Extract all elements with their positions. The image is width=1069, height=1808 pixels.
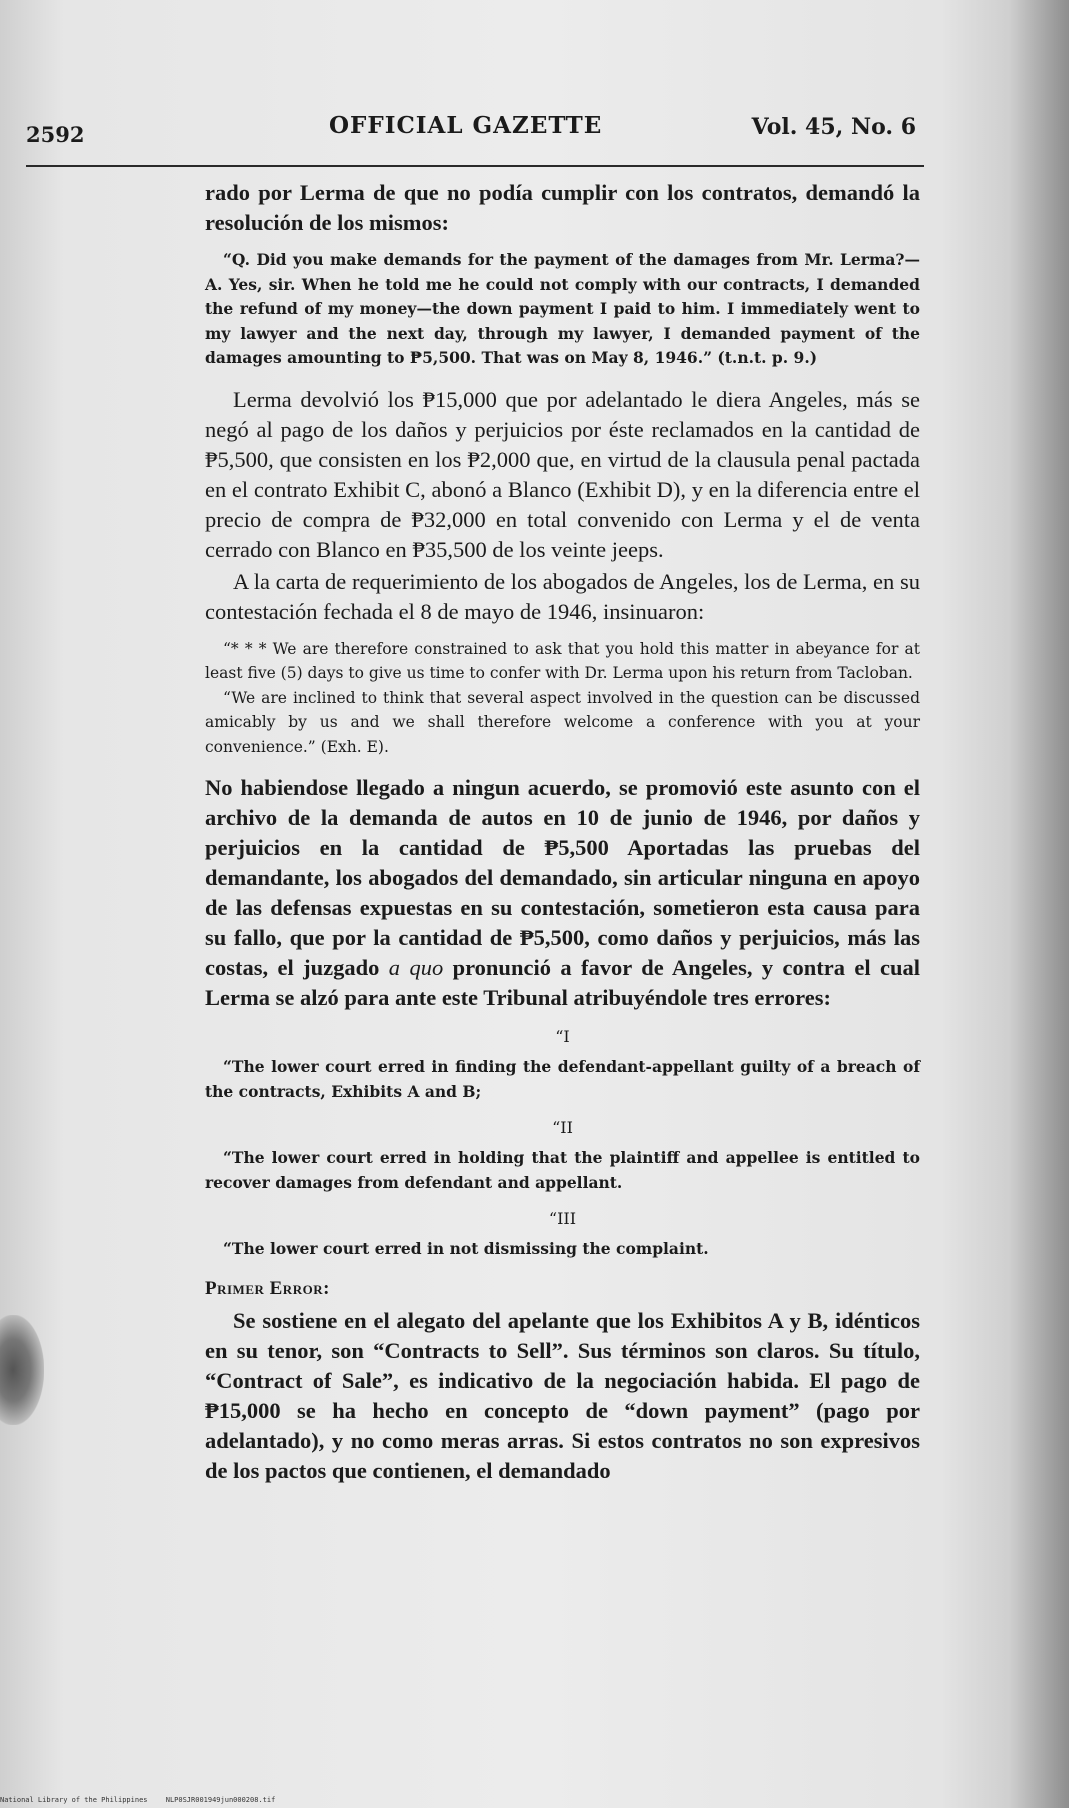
volume-number: Vol. 45, No. 6 [751,114,916,140]
header-rule [26,165,924,167]
quote-letter-2: “We are inclined to think that several aspect involved in the question can be discussed amicably by us and we shall therefore welcome a conference with you at your convenience.” (Exh. E). [205,688,920,756]
quote-testimony: “Q. Did you make demands for the payment of the damages from Mr. Lerma?—A. Yes, sir. When he told me he could not comply with our contracts, I demanded the refund of my money—the down payment I paid to him. I immediately went to my lawyer and the next day, through my lawyer, I demanded payment of the damages amounting to ₱5,500. That was on May 8, 1946.” (t.n.t. p. 9.) [205,250,920,367]
section-heading: Primer Error: [205,1277,330,1299]
footer-library: National Library of the Philippines [0,1796,148,1804]
error-2-text: “The lower court erred in holding that the plaintiff and appellee is entitled to recover damages from defendant and appellant. [205,1148,920,1192]
paragraph-4 [205,773,920,1013]
page-body [205,178,920,1486]
latin-term: a quo [388,955,444,980]
page-number: 2592 [26,122,85,147]
paragraph-1: rado por Lerma de que no podía cumplir con los contratos, demandó la resolución de los mismos: [205,180,920,235]
publication-title: OFFICIAL GAZETTE [329,112,603,139]
error-2-number: “II [552,1118,573,1137]
footer-file: NLP0SJR001949jun000208.tif [165,1796,276,1804]
error-1-text: “The lower court erred in finding the defendant-appellant guilty of a breach of the contracts, Exhibits A and B; [205,1057,920,1101]
paragraph-3: A la carta de requerimiento de los abogados de Angeles, los de Lerma, en su contestación fechada el 8 de mayo de 1946, insinuaron: [205,568,920,624]
error-3-text: “The lower court erred in not dismissing the complaint. [223,1239,709,1258]
paragraph-4-text: No habiendose llegado a ningun acuerdo, se promovió este asunto con el archivo de la demanda de autos en 10 de junio de 1946, por daños y perjuicios en la cantidad de ₱5,500 Aportadas las pruebas del demandante, los abogados del demandado, sin articular ninguna en apoyo de las defensas expuestas en su contestación, sometieron esta causa para su fallo, que por la cantidad de ₱5,500, como daños y perjuicios, más las costas, el juzgado [205,775,920,980]
binding-clip-image [0,1315,44,1425]
page-edge-shadow [1009,0,1069,1808]
paragraph-4-end: pronunció a favor de Angeles, y contra el cual Lerma se alzó para ante este Tribunal atribuyéndole tres errores: [205,955,920,1010]
scan-footer [0,1796,289,1804]
error-1-number: “I [555,1027,570,1046]
page-header [26,108,916,148]
paragraph-2: Lerma devolvió los ₱15,000 que por adelantado le diera Angeles, más se negó al pago de los daños y perjuicios por éste reclamados en la cantidad de ₱5,500, que consisten en los ₱2,000 que, en virtud de la clausula penal pactada en el contrato Exhibit C, abonó a Blanco (Exhibit D), y en la diferencia entre el precio de compra de ₱32,000 en total convenido con Lerma y el de venta cerrado con Blanco en ₱35,500 de los veinte jeeps. [205,386,920,562]
paragraph-5: Se sostiene en el alegato del apelante que los Exhibitos A y B, idénticos en su tenor, son “Contracts to Sell”. Sus términos son claros. Su título, “Contract of Sale”, es indicativo de la negociación habida. El pago de ₱15,000 se ha hecho en concepto de “down payment” (pago por adelantado), y no como meras arras. Si estos contratos no son expresivos de los pactos que contienen, el demandado [205,1307,920,1483]
quote-letter-1: “* * * We are therefore constrained to ask that you hold this matter in abeyance for at least five (5) days to give us time to confer with Dr. Lerma upon his return from Tacloban. [205,639,920,682]
error-3-number: “III [548,1209,577,1228]
